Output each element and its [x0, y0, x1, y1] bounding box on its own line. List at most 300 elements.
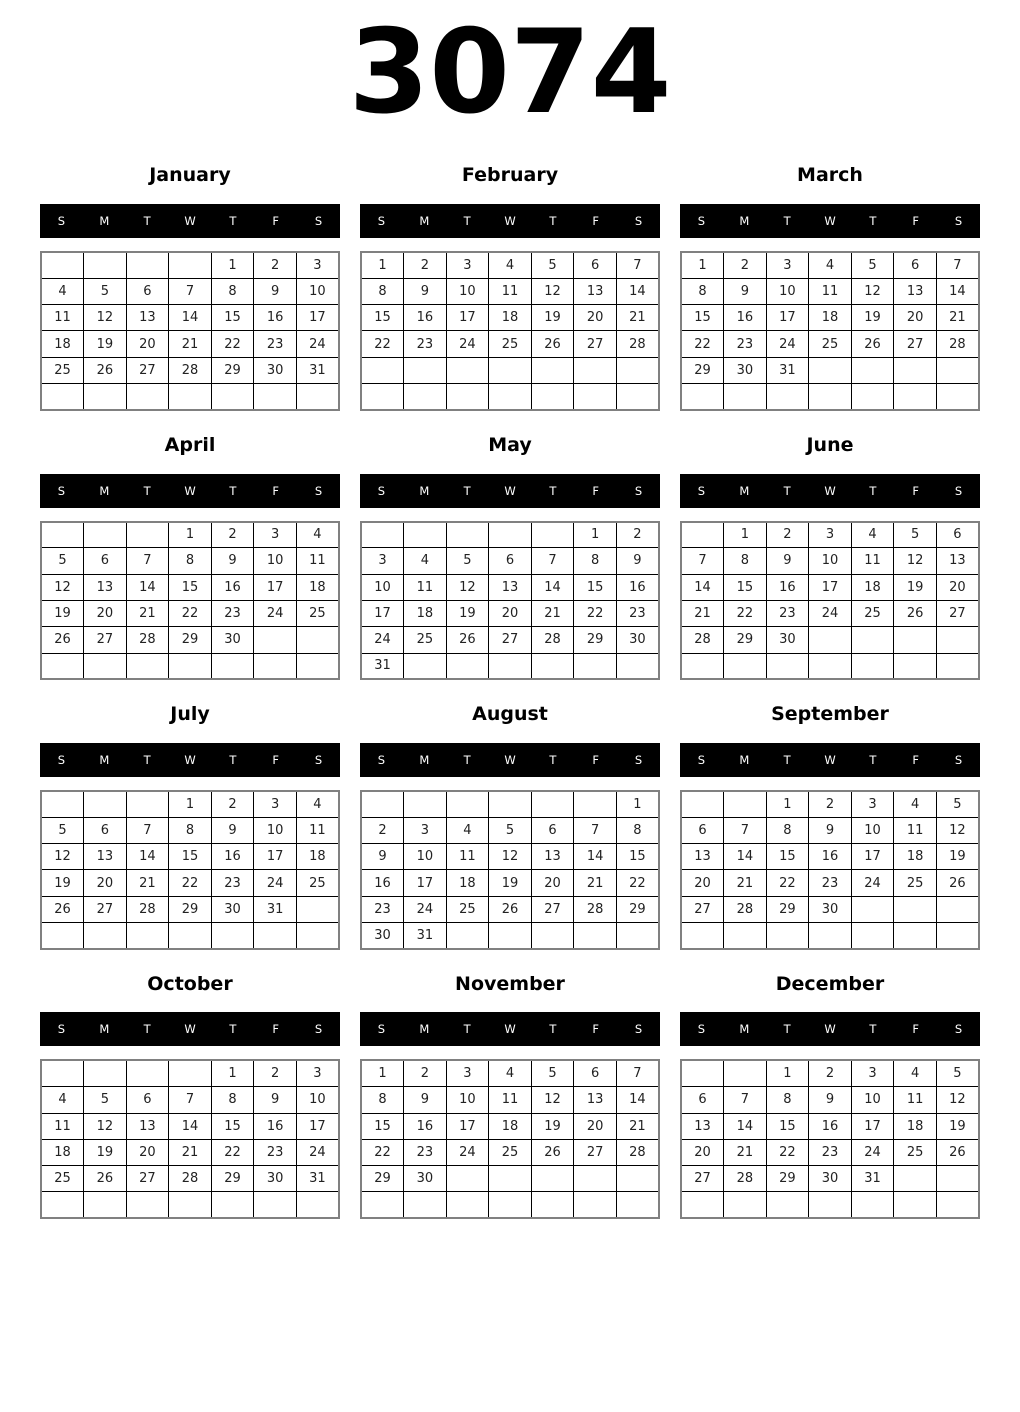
- day-cell: 26: [894, 600, 937, 626]
- month-april: [40, 433, 340, 680]
- day-cell: 13: [84, 574, 127, 600]
- day-cell: 18: [296, 574, 339, 600]
- day-cell: 27: [681, 896, 724, 922]
- week-row: [681, 791, 979, 817]
- empty-day-cell: [809, 627, 852, 653]
- weekday-header: [680, 1012, 980, 1046]
- day-cell: 5: [41, 817, 84, 843]
- day-cell: 23: [809, 1139, 852, 1165]
- day-cell: 4: [894, 1060, 937, 1086]
- day-cell: 27: [681, 1166, 724, 1192]
- empty-day-cell: [681, 923, 724, 949]
- day-cell: 23: [766, 600, 809, 626]
- day-cell: 21: [724, 1139, 767, 1165]
- day-cell: 3: [254, 791, 297, 817]
- day-cell: 2: [211, 791, 254, 817]
- day-cell: 23: [724, 331, 767, 357]
- day-cell: 3: [296, 1060, 339, 1086]
- day-cell: 8: [211, 1087, 254, 1113]
- day-cell: 6: [681, 817, 724, 843]
- day-cell: 14: [616, 278, 659, 304]
- day-cell: 2: [254, 252, 297, 278]
- month-title: May: [488, 433, 532, 456]
- week-row: [41, 653, 339, 679]
- empty-day-cell: [126, 384, 169, 410]
- day-cell: 9: [211, 817, 254, 843]
- week-row: [41, 331, 339, 357]
- day-cell: 17: [446, 1113, 489, 1139]
- empty-day-cell: [616, 1192, 659, 1218]
- weekday-label: T: [783, 1022, 791, 1037]
- day-cell: 15: [211, 305, 254, 331]
- day-cell: 17: [766, 305, 809, 331]
- day-cell: 21: [126, 600, 169, 626]
- empty-day-cell: [724, 653, 767, 679]
- weekday-label: S: [314, 214, 323, 229]
- week-row: [681, 653, 979, 679]
- day-cell: 27: [936, 600, 979, 626]
- week-row: [41, 817, 339, 843]
- day-cell: 28: [574, 896, 617, 922]
- day-cell: 7: [574, 817, 617, 843]
- empty-day-cell: [296, 384, 339, 410]
- empty-day-cell: [41, 1060, 84, 1086]
- empty-day-cell: [446, 357, 489, 383]
- week-row: [41, 1192, 339, 1218]
- empty-day-cell: [84, 923, 127, 949]
- empty-day-cell: [851, 923, 894, 949]
- empty-day-cell: [681, 791, 724, 817]
- day-cell: 28: [936, 331, 979, 357]
- day-cell: 29: [724, 627, 767, 653]
- weekday-label: F: [912, 483, 920, 498]
- day-cell: 30: [809, 896, 852, 922]
- weekday-label: S: [697, 753, 706, 768]
- weekday-label: T: [463, 753, 471, 768]
- day-cell: 14: [126, 844, 169, 870]
- weekday-label: S: [697, 1022, 706, 1037]
- day-cell: 20: [574, 305, 617, 331]
- empty-day-cell: [724, 1192, 767, 1218]
- weekday-label: F: [272, 1022, 280, 1037]
- day-cell: 16: [616, 574, 659, 600]
- empty-day-cell: [361, 1192, 404, 1218]
- day-cell: 30: [809, 1166, 852, 1192]
- day-cell: 23: [211, 870, 254, 896]
- empty-day-cell: [531, 522, 574, 548]
- day-cell: 5: [531, 1060, 574, 1086]
- day-cell: 10: [404, 844, 447, 870]
- day-cell: 9: [404, 278, 447, 304]
- empty-day-cell: [531, 653, 574, 679]
- month-title: June: [806, 433, 854, 456]
- weekday-label: M: [739, 753, 750, 768]
- weekday-label: W: [824, 753, 836, 768]
- month-may: [360, 433, 660, 680]
- day-cell: 7: [936, 252, 979, 278]
- day-cell: 10: [446, 1087, 489, 1113]
- day-cell: 11: [446, 844, 489, 870]
- day-cell: 18: [489, 305, 532, 331]
- day-cell: 16: [404, 1113, 447, 1139]
- week-row: [41, 574, 339, 600]
- day-cell: 14: [616, 1087, 659, 1113]
- day-cell: 23: [404, 331, 447, 357]
- day-cell: 11: [809, 278, 852, 304]
- day-cell: 22: [169, 600, 212, 626]
- day-cell: 31: [851, 1166, 894, 1192]
- day-cell: 27: [84, 896, 127, 922]
- day-cell: 29: [681, 357, 724, 383]
- day-cell: 24: [851, 1139, 894, 1165]
- day-cell: 8: [681, 278, 724, 304]
- day-cell: 19: [531, 1113, 574, 1139]
- weekday-label: M: [419, 753, 430, 768]
- week-row: [361, 384, 659, 410]
- week-row: [361, 817, 659, 843]
- day-cell: 27: [126, 1166, 169, 1192]
- empty-day-cell: [296, 1192, 339, 1218]
- day-cell: 25: [489, 331, 532, 357]
- day-cell: 25: [894, 1139, 937, 1165]
- week-row: [41, 627, 339, 653]
- day-cell: 25: [41, 357, 84, 383]
- day-cell: 19: [41, 600, 84, 626]
- day-cell: 1: [211, 1060, 254, 1086]
- day-cell: 17: [851, 1113, 894, 1139]
- day-cell: 15: [681, 305, 724, 331]
- day-cell: 4: [296, 522, 339, 548]
- day-cell: 1: [361, 252, 404, 278]
- week-row: [361, 627, 659, 653]
- day-cell: 25: [446, 896, 489, 922]
- empty-day-cell: [211, 653, 254, 679]
- day-cell: 27: [126, 357, 169, 383]
- day-cell: 30: [361, 923, 404, 949]
- day-cell: 15: [361, 1113, 404, 1139]
- day-cell: 15: [766, 1113, 809, 1139]
- day-cell: 19: [531, 305, 574, 331]
- empty-day-cell: [211, 384, 254, 410]
- empty-day-cell: [809, 357, 852, 383]
- month-grid: [360, 521, 660, 681]
- day-cell: 7: [616, 1060, 659, 1086]
- day-cell: 3: [851, 791, 894, 817]
- day-cell: 5: [489, 817, 532, 843]
- day-cell: 19: [936, 844, 979, 870]
- day-cell: 6: [489, 548, 532, 574]
- empty-day-cell: [809, 653, 852, 679]
- weekday-label: M: [739, 1022, 750, 1037]
- empty-day-cell: [851, 1192, 894, 1218]
- day-cell: 23: [254, 331, 297, 357]
- weekday-label: T: [549, 753, 557, 768]
- day-cell: 10: [851, 1087, 894, 1113]
- day-cell: 4: [809, 252, 852, 278]
- weekday-header: [360, 204, 660, 238]
- day-cell: 31: [296, 1166, 339, 1192]
- week-row: [681, 627, 979, 653]
- day-cell: 2: [809, 1060, 852, 1086]
- day-cell: 13: [84, 844, 127, 870]
- day-cell: 12: [84, 1113, 127, 1139]
- empty-day-cell: [574, 384, 617, 410]
- empty-day-cell: [446, 1192, 489, 1218]
- day-cell: 7: [724, 817, 767, 843]
- day-cell: 11: [894, 1087, 937, 1113]
- weekday-label: S: [57, 214, 66, 229]
- day-cell: 1: [724, 522, 767, 548]
- empty-day-cell: [894, 357, 937, 383]
- day-cell: 11: [851, 548, 894, 574]
- day-cell: 5: [41, 548, 84, 574]
- empty-day-cell: [446, 522, 489, 548]
- day-cell: 18: [404, 600, 447, 626]
- day-cell: 9: [809, 1087, 852, 1113]
- weekday-label: W: [504, 483, 516, 498]
- day-cell: 27: [489, 627, 532, 653]
- empty-day-cell: [296, 627, 339, 653]
- day-cell: 8: [574, 548, 617, 574]
- day-cell: 30: [211, 627, 254, 653]
- months-grid: [0, 163, 1020, 1219]
- empty-day-cell: [936, 384, 979, 410]
- day-cell: 12: [936, 817, 979, 843]
- day-cell: 9: [766, 548, 809, 574]
- day-cell: 3: [851, 1060, 894, 1086]
- day-cell: 4: [404, 548, 447, 574]
- day-cell: 18: [851, 574, 894, 600]
- month-october: [40, 972, 340, 1219]
- day-cell: 8: [169, 548, 212, 574]
- weekday-label: S: [634, 214, 643, 229]
- weekday-label: S: [377, 1022, 386, 1037]
- week-row: [681, 896, 979, 922]
- day-cell: 9: [809, 817, 852, 843]
- day-cell: 16: [809, 1113, 852, 1139]
- day-cell: 15: [616, 844, 659, 870]
- day-cell: 16: [766, 574, 809, 600]
- day-cell: 3: [254, 522, 297, 548]
- week-row: [41, 844, 339, 870]
- weekday-label: S: [314, 1022, 323, 1037]
- empty-day-cell: [894, 923, 937, 949]
- empty-day-cell: [126, 791, 169, 817]
- day-cell: 10: [254, 817, 297, 843]
- day-cell: 22: [766, 870, 809, 896]
- day-cell: 12: [531, 1087, 574, 1113]
- day-cell: 7: [681, 548, 724, 574]
- weekday-label: F: [912, 753, 920, 768]
- empty-day-cell: [489, 357, 532, 383]
- weekday-label: T: [143, 1022, 151, 1037]
- day-cell: 21: [169, 331, 212, 357]
- day-cell: 4: [489, 1060, 532, 1086]
- day-cell: 31: [404, 923, 447, 949]
- weekday-label: S: [377, 214, 386, 229]
- empty-day-cell: [446, 384, 489, 410]
- day-cell: 13: [936, 548, 979, 574]
- empty-day-cell: [766, 1192, 809, 1218]
- day-cell: 17: [254, 574, 297, 600]
- weekday-label: S: [314, 753, 323, 768]
- empty-day-cell: [809, 384, 852, 410]
- weekday-label: M: [99, 483, 110, 498]
- empty-day-cell: [296, 896, 339, 922]
- weekday-label: T: [143, 753, 151, 768]
- day-cell: 14: [126, 574, 169, 600]
- day-cell: 29: [766, 1166, 809, 1192]
- week-row: [41, 305, 339, 331]
- weekday-label: T: [229, 214, 237, 229]
- empty-day-cell: [446, 923, 489, 949]
- empty-day-cell: [809, 1192, 852, 1218]
- weekday-label: F: [592, 214, 600, 229]
- day-cell: 6: [936, 522, 979, 548]
- weekday-header: [360, 1012, 660, 1046]
- day-cell: 10: [851, 817, 894, 843]
- day-cell: 10: [766, 278, 809, 304]
- day-cell: 26: [84, 357, 127, 383]
- day-cell: 7: [126, 548, 169, 574]
- day-cell: 24: [254, 870, 297, 896]
- day-cell: 9: [254, 278, 297, 304]
- week-row: [41, 357, 339, 383]
- week-row: [681, 278, 979, 304]
- month-grid: [360, 251, 660, 411]
- week-row: [41, 923, 339, 949]
- month-march: [680, 163, 980, 410]
- empty-day-cell: [446, 1166, 489, 1192]
- week-row: [41, 600, 339, 626]
- day-cell: 8: [211, 278, 254, 304]
- day-cell: 17: [404, 870, 447, 896]
- weekday-label: F: [272, 753, 280, 768]
- day-cell: 8: [724, 548, 767, 574]
- weekday-label: W: [504, 1022, 516, 1037]
- day-cell: 11: [41, 1113, 84, 1139]
- week-row: [361, 278, 659, 304]
- empty-day-cell: [681, 522, 724, 548]
- empty-day-cell: [404, 384, 447, 410]
- month-july: [40, 702, 340, 949]
- month-january: [40, 163, 340, 410]
- empty-day-cell: [531, 791, 574, 817]
- day-cell: 25: [296, 600, 339, 626]
- empty-day-cell: [126, 522, 169, 548]
- empty-day-cell: [531, 1192, 574, 1218]
- empty-day-cell: [489, 522, 532, 548]
- day-cell: 29: [169, 896, 212, 922]
- day-cell: 30: [724, 357, 767, 383]
- day-cell: 26: [41, 896, 84, 922]
- weekday-label: M: [99, 214, 110, 229]
- weekday-label: S: [57, 1022, 66, 1037]
- empty-day-cell: [531, 923, 574, 949]
- weekday-label: W: [504, 214, 516, 229]
- empty-day-cell: [254, 1192, 297, 1218]
- day-cell: 21: [126, 870, 169, 896]
- day-cell: 29: [211, 1166, 254, 1192]
- empty-day-cell: [446, 653, 489, 679]
- day-cell: 2: [724, 252, 767, 278]
- day-cell: 16: [724, 305, 767, 331]
- day-cell: 9: [616, 548, 659, 574]
- day-cell: 2: [404, 252, 447, 278]
- weekday-label: S: [954, 753, 963, 768]
- day-cell: 8: [169, 817, 212, 843]
- week-row: [41, 1139, 339, 1165]
- day-cell: 17: [361, 600, 404, 626]
- day-cell: 31: [296, 357, 339, 383]
- day-cell: 12: [84, 305, 127, 331]
- day-cell: 26: [84, 1166, 127, 1192]
- month-title: March: [797, 164, 863, 187]
- day-cell: 22: [211, 331, 254, 357]
- day-cell: 14: [681, 574, 724, 600]
- empty-day-cell: [126, 252, 169, 278]
- week-row: [361, 653, 659, 679]
- empty-day-cell: [724, 384, 767, 410]
- day-cell: 7: [169, 278, 212, 304]
- empty-day-cell: [574, 923, 617, 949]
- month-february: [360, 163, 660, 410]
- day-cell: 31: [254, 896, 297, 922]
- day-cell: 2: [361, 817, 404, 843]
- day-cell: 26: [41, 627, 84, 653]
- day-cell: 20: [574, 1113, 617, 1139]
- day-cell: 21: [936, 305, 979, 331]
- week-row: [681, 1060, 979, 1086]
- week-row: [681, 357, 979, 383]
- day-cell: 22: [681, 331, 724, 357]
- empty-day-cell: [361, 522, 404, 548]
- day-cell: 2: [766, 522, 809, 548]
- day-cell: 22: [574, 600, 617, 626]
- weekday-label: T: [549, 483, 557, 498]
- empty-day-cell: [894, 1166, 937, 1192]
- empty-day-cell: [361, 357, 404, 383]
- day-cell: 17: [446, 305, 489, 331]
- day-cell: 31: [766, 357, 809, 383]
- month-grid: [680, 1059, 980, 1219]
- weekday-label: F: [592, 1022, 600, 1037]
- day-cell: 21: [724, 870, 767, 896]
- week-row: [681, 574, 979, 600]
- empty-day-cell: [489, 791, 532, 817]
- empty-day-cell: [894, 384, 937, 410]
- empty-day-cell: [489, 923, 532, 949]
- weekday-label: W: [824, 1022, 836, 1037]
- day-cell: 29: [169, 627, 212, 653]
- day-cell: 25: [404, 627, 447, 653]
- day-cell: 26: [936, 870, 979, 896]
- empty-day-cell: [404, 1192, 447, 1218]
- week-row: [681, 522, 979, 548]
- day-cell: 5: [936, 1060, 979, 1086]
- empty-day-cell: [936, 357, 979, 383]
- day-cell: 12: [936, 1087, 979, 1113]
- day-cell: 4: [894, 791, 937, 817]
- day-cell: 22: [766, 1139, 809, 1165]
- weekday-label: S: [697, 483, 706, 498]
- day-cell: 24: [404, 896, 447, 922]
- week-row: [361, 1087, 659, 1113]
- day-cell: 26: [531, 1139, 574, 1165]
- day-cell: 12: [489, 844, 532, 870]
- weekday-label: W: [824, 483, 836, 498]
- day-cell: 28: [169, 357, 212, 383]
